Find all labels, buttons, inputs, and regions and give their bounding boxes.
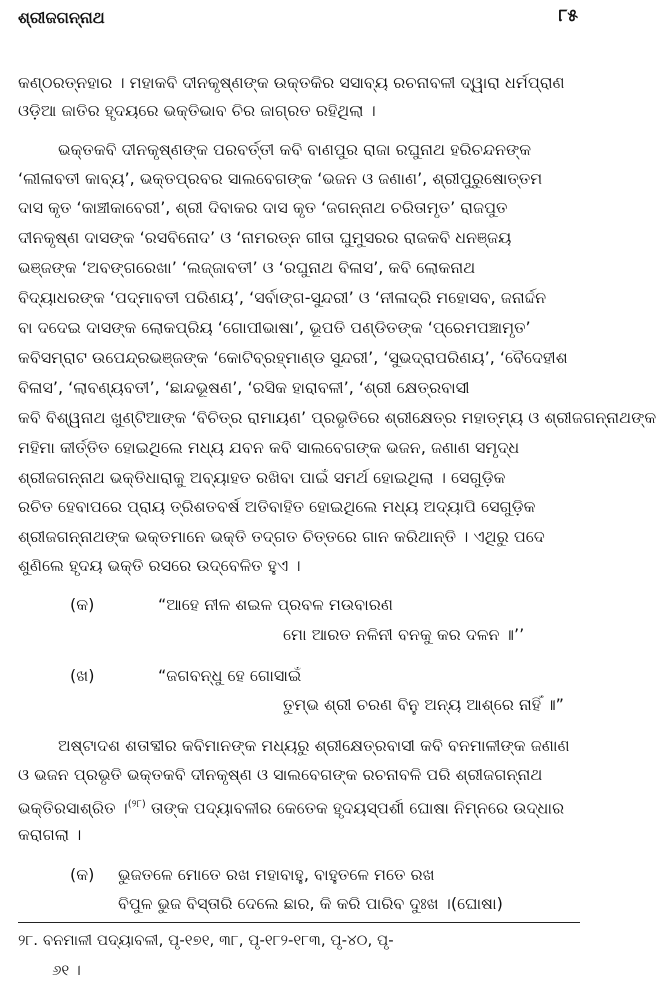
footnote-line: ୬୧ ।	[52, 961, 81, 979]
quote-line: “ଜଗବନ୍ଧୁ ହେ ଗୋସାଇଁ	[158, 666, 302, 685]
paragraph-line: ଅଷ୍ଟାଦଶ ଶତାବ୍ଦୀର କବିମାନଙ୍କ ମଧ୍ୟରୁ ଶ୍ରୀକ୍ଷେତ୍ରବାସୀ କବି ବନମାଳୀଙ୍କ ଜଣାଣ	[58, 736, 570, 755]
quote-label: (କ)	[70, 595, 95, 614]
paragraph-text: ଭକ୍ତିରସାଶ୍ରିତ ।	[18, 798, 128, 818]
paragraph-line: ବା ଦଦେଇ ଦାସଙ୍କ ଲୋକପ୍ରିୟ ‘ଗୋପୀଭାଷା’, ଭୂପତି ପଣ୍ଡିତଙ୍କ ‘ପ୍ରେମପଞ୍ଚାମୃତ’	[18, 318, 531, 337]
paragraph-line: ଓ ଭଜନ ପ୍ରଭୃତି ଭକ୍ତକବି ଦୀନକୃଷ୍ଣ ଓ ସାଲବେଗଙ୍କ ରଚନାବଳି ପରି ଶ୍ରୀଜଗନ୍ନାଥ	[18, 765, 543, 784]
paragraph-line: ରଚିତ ହେବାପରେ ପ୍ରାୟ ତ୍ରିଶତବର୍ଷ ଅତିବାହିତ ହୋଇଥିଲେ ମଧ୍ୟ ଅଦ୍ୟାପି ସେଗୁଡ଼ିକ	[18, 497, 536, 516]
paragraph-line: କବିସମ୍ରାଟ ଉପେନ୍ଦ୍ରଭଞ୍ଜଙ୍କ ‘କୋଟିବ୍ରହ୍ମାଣ୍ଡ ସୁନ୍ଦରୀ’, ‘ସୁଭଦ୍ରାପରିଣୟ’, ‘ବୈଦେହୀଶ	[18, 348, 568, 367]
paragraph-line: ଶ୍ରୀଜଗନ୍ନାଥ ଭକ୍ତିଧାରାକୁ ଅବ୍ୟାହତ ରଖିବା ପାଇଁ ସମର୍ଥ ହୋଇଥିଲା । ସେଗୁଡ଼ିକ	[18, 468, 506, 487]
paragraph-line: ଓଡ଼ିଆ ଜାତିର ହୃଦୟରେ ଭକ୍ତିଭାବ ଚିର ଜାଗ୍ରତ ରହିଥିଲା ।	[18, 101, 376, 120]
paragraph-line: ମହିମା କୀର୍ତ୍ତିତ ହୋଇଥିଲେ ମଧ୍ୟ ଯବନ କବି ସାଲବେଗଙ୍କ ଭଜନ, ଜଣାଣ ସମୃଦ୍ଧ	[18, 438, 520, 457]
paragraph-line: ଦାସ କୃତ ‘କାଞ୍ଚୀକାବେରୀ’, ଶ୍ରୀ ଦିବାକର ଦାସ କୃତ ‘ଜଗନ୍ନାଥ ଚରିତାମୃତ’ ରାଜପୁତ	[18, 198, 508, 217]
paragraph-line: ବିଳାସ’, ‘ଲାବଣ୍ୟବତୀ’, ‘ଛାନ୍ଦଭୂଷଣ’, ‘ରସିକ ହାରାବଳୀ’, ‘ଶ୍ରୀ କ୍ଷେତ୍ରବାସୀ	[18, 378, 470, 397]
running-title: ଶ୍ରୀଜଗନ୍ନାଥ	[18, 8, 105, 27]
quote-line: ମୋ ଆରତ ନଳିନୀ ବନକୁ କର ଦଳନ ॥’’	[283, 625, 525, 644]
paragraph-line: କଣ୍ଠରତ୍ନହାର । ମହାକବି ଦୀନକୃଷ୍ଣଙ୍କ ଉକ୍ତକିର ସସାବ୍ୟ ରଚନାବଳୀ ଦ୍ୱାରା ଧର୍ମପ୍ରାଣ	[18, 73, 565, 92]
paragraph-line: ଶୁଣିଲେ ହୃଦୟ ଭକ୍ତି ରସରେ ଉଦ୍‌ବେଳିତ ହୁଏ ।	[18, 556, 301, 575]
footnote-line: ୨୮. ବନମାଳୀ ପଦ୍ୟାବଳୀ, ପୃ-୧୭୧, ୩୮, ପୃ-୧୮୨-୧୮୩, ପୃ-୪୦, ପୃ-	[18, 931, 394, 949]
footnote-reference[interactable]: (୨୮)	[127, 799, 146, 810]
quote-line: ତୁମ୍ଭ ଶ୍ରୀ ଚରଣ ବିନୁ ଅନ୍ୟ ଆଶ୍ରେ ନାହିଁ ॥”	[283, 695, 564, 714]
ghosha-line: ବିପୁଳ ଭୁଜ ବିସ୍ତାରି ଦେଲେ ଛାର, କି କରି ପାରିବ ଦୁଃଖ ।(ଘୋଷା)	[118, 894, 503, 913]
paragraph-line	[18, 792, 586, 821]
paragraph-line: ଭକ୍ତକବି ଦୀନକୃଷ୍ଣଙ୍କ ପରବର୍ତ୍ତୀ କବି ବାଣପୁର ରାଜା ରଘୁନାଥ ହରିଚନ୍ଦନଙ୍କ	[58, 140, 532, 159]
ghosha-label: (କ)	[70, 865, 95, 884]
paragraph-text: ତାଙ୍କ ପଦ୍ୟାବଳୀର କେତେକ ହୃଦୟସ୍ପର୍ଶୀ ଘୋଷା ନିମ୍ନରେ ଉଦ୍ଧାର	[150, 798, 565, 818]
paragraph-line: ଶ୍ରୀଜଗନ୍ନାଥଙ୍କ ଭକ୍ତମାନେ ଭକ୍ତି ତଦ୍‌ଗତ ଚିତ୍ତରେ ଗାନ କରିଥାନ୍ତି । ଏଥିରୁ ପଦେ	[18, 527, 545, 546]
footnote-divider	[18, 922, 580, 923]
paragraph-line: ‘ଲୀଳାବତୀ କାବ୍ୟ’, ଭକ୍ତପ୍ରବର ସାଲବେଗଙ୍କ ‘ଭଜନ ଓ ଜଣାଣ’, ଶ୍ରୀପୁରୁଷୋତ୍ତମ	[18, 169, 543, 188]
page-number: ୮୫	[558, 6, 578, 26]
quote-line: “ଆହେ ନୀଳ ଶଇଳ ପ୍ରବଳ ମଉବାରଣ	[158, 595, 393, 614]
paragraph-line: କବି ବିଶ୍ୱନାଥ ଖୁଣ୍ଟିଆଙ୍କ ‘ବିଚିତ୍ର ରାମାୟଣ’ ପ୍ରଭୃତିରେ ଶ୍ରୀକ୍ଷେତ୍ର ମହାତ୍ମ୍ୟ ଓ ଶ୍ରୀଜଗନ୍ନାଥଙ୍କ	[18, 408, 656, 427]
paragraph-line: ଭଞ୍ଜଙ୍କ ‘ଅବଙ୍ଗରେଖା’ ‘ଲଜ୍ଜାବତୀ’ ଓ ‘ରଘୁନାଥ ବିଳାସ’, କବି ଲୋକନାଥ	[18, 258, 476, 277]
quote-label: (ଖ)	[70, 666, 95, 685]
paragraph-line: ଦୀନକୃଷ୍ଣ ଦାସଙ୍କ ‘ରସବିନୋଦ’ ଓ ‘ନାମରତ୍ନ ଗୀତା ଘୁମୁସରର ରାଜକବି ଧନଞ୍ଜୟ	[18, 228, 512, 247]
paragraph-line: ବିଦ୍ୟାଧରଙ୍କ ‘ପଦ୍ମାବତୀ ପରିଣୟ’, ‘ସର୍ବାଙ୍ଗ-ସୁନ୍ଦରୀ’ ଓ ‘ନୀଳାଦ୍ରି ମହୋସବ, ଜନାର୍ଦ୍ଦନ	[18, 288, 547, 307]
page-header	[18, 6, 578, 36]
ghosha-line: ଭୁଜତଳେ ମୋତେ ରଖ ମହାବାହୁ, ବାହୁତଳେ ମତେ ରଖ	[118, 865, 435, 884]
paragraph-line: କରାଗଲା ।	[18, 825, 82, 844]
